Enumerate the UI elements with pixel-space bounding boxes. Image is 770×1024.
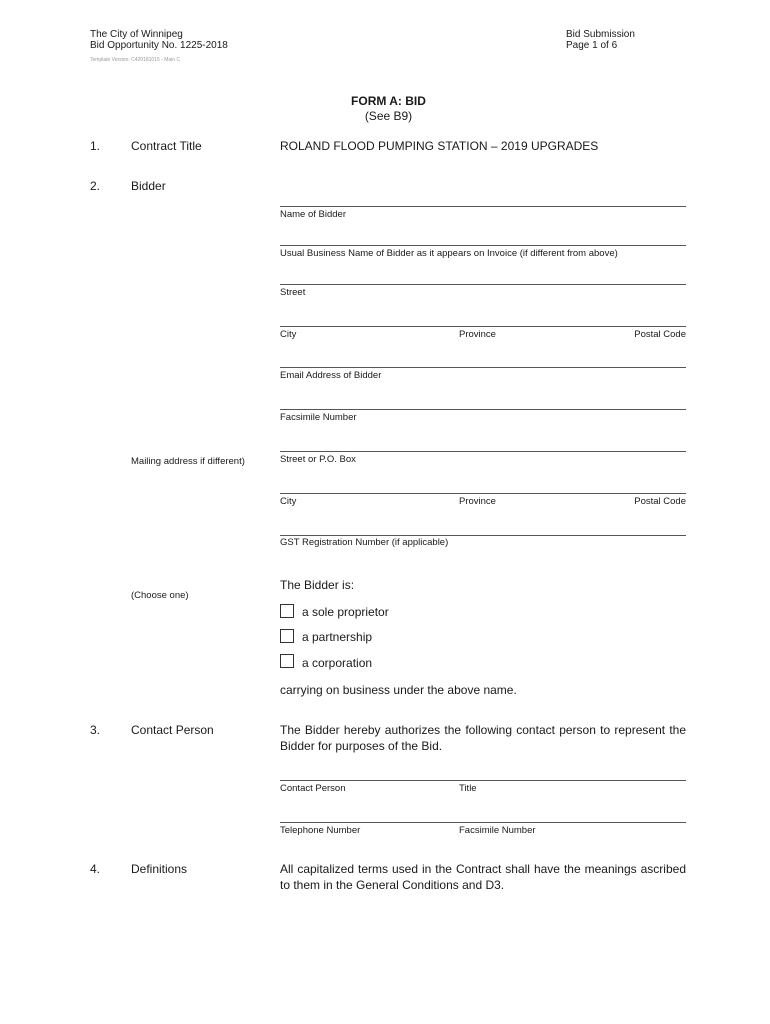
template-version: Template Version: C420181015 - Main C [90,57,181,63]
gst-caption: GST Registration Number (if applicable) [280,537,449,548]
facsimile-caption: Facsimile Number [280,412,357,423]
corporation-checkbox[interactable] [280,654,294,668]
definitions-text: All capitalized terms used in the Contract shall have the meanings ascribed to them in the General Conditions and D3. [280,862,686,892]
contract-title-value: ROLAND FLOOD PUMPING STATION – 2019 UPGRADES [280,139,599,153]
mailing-address-label: Mailing address if different) [131,456,245,467]
partnership-checkbox[interactable] [280,629,294,643]
section-1-label: Contract Title [131,139,202,153]
section-2-number: 2. [90,179,101,193]
section-3-label: Contact Person [131,723,214,737]
street-caption: Street [280,287,306,298]
corporation-label: a corporation [302,656,373,670]
name-of-bidder-line[interactable] [280,206,686,207]
email-caption: Email Address of Bidder [280,370,382,381]
header-org: The City of Winnipeg [90,29,183,40]
email-line[interactable] [280,367,686,368]
mailing-province-caption: Province [459,496,496,507]
header-bid-opportunity: Bid Opportunity No. 1225-2018 [90,40,228,51]
section-2-label: Bidder [131,179,166,193]
postal-code-caption: Postal Code [634,329,686,340]
header-bid-submission: Bid Submission [566,29,635,40]
gst-line[interactable] [280,535,686,536]
form-subtitle: (See B9) [364,109,413,123]
form-title: FORM A: BID [351,94,426,108]
section-4-label: Definitions [131,862,188,876]
carrying-on-business-text: carrying on business under the above name. [280,683,517,697]
contact-fax-caption: Facsimile Number [459,825,536,836]
city-caption: City [280,329,297,340]
po-box-caption: Street or P.O. Box [280,454,356,465]
section-3-number: 3. [90,723,101,737]
mailing-postal-caption: Postal Code [634,496,686,507]
section-4-number: 4. [90,862,101,876]
mailing-city-line[interactable] [280,493,686,494]
header-page-number: Page 1 of 6 [566,40,618,51]
bidder-is-heading: The Bidder is: [280,578,355,592]
province-caption: Province [459,329,496,340]
po-box-line[interactable] [280,451,686,452]
choose-one-label: (Choose one) [131,590,189,601]
mailing-city-caption: City [280,496,297,507]
telephone-caption: Telephone Number [280,825,361,836]
contact-person-line[interactable] [280,780,686,781]
section-1-number: 1. [90,139,101,153]
name-of-bidder-caption: Name of Bidder [280,209,347,220]
city-province-postal-line[interactable] [280,326,686,327]
sole-proprietor-label: a sole proprietor [302,605,389,619]
contact-title-caption: Title [459,783,477,794]
street-line[interactable] [280,284,686,285]
contact-person-caption: Contact Person [280,783,346,794]
contact-authorization-text: The Bidder hereby authorizes the following contact person to represent the Bidder for purposes of the Bid. [280,723,686,753]
usual-business-name-line[interactable] [280,245,686,246]
telephone-line[interactable] [280,822,686,823]
sole-proprietor-checkbox[interactable] [280,604,294,618]
facsimile-line[interactable] [280,409,686,410]
usual-business-name-caption: Usual Business Name of Bidder as it appears on Invoice (if different from above) [280,248,618,259]
partnership-label: a partnership [302,630,373,644]
